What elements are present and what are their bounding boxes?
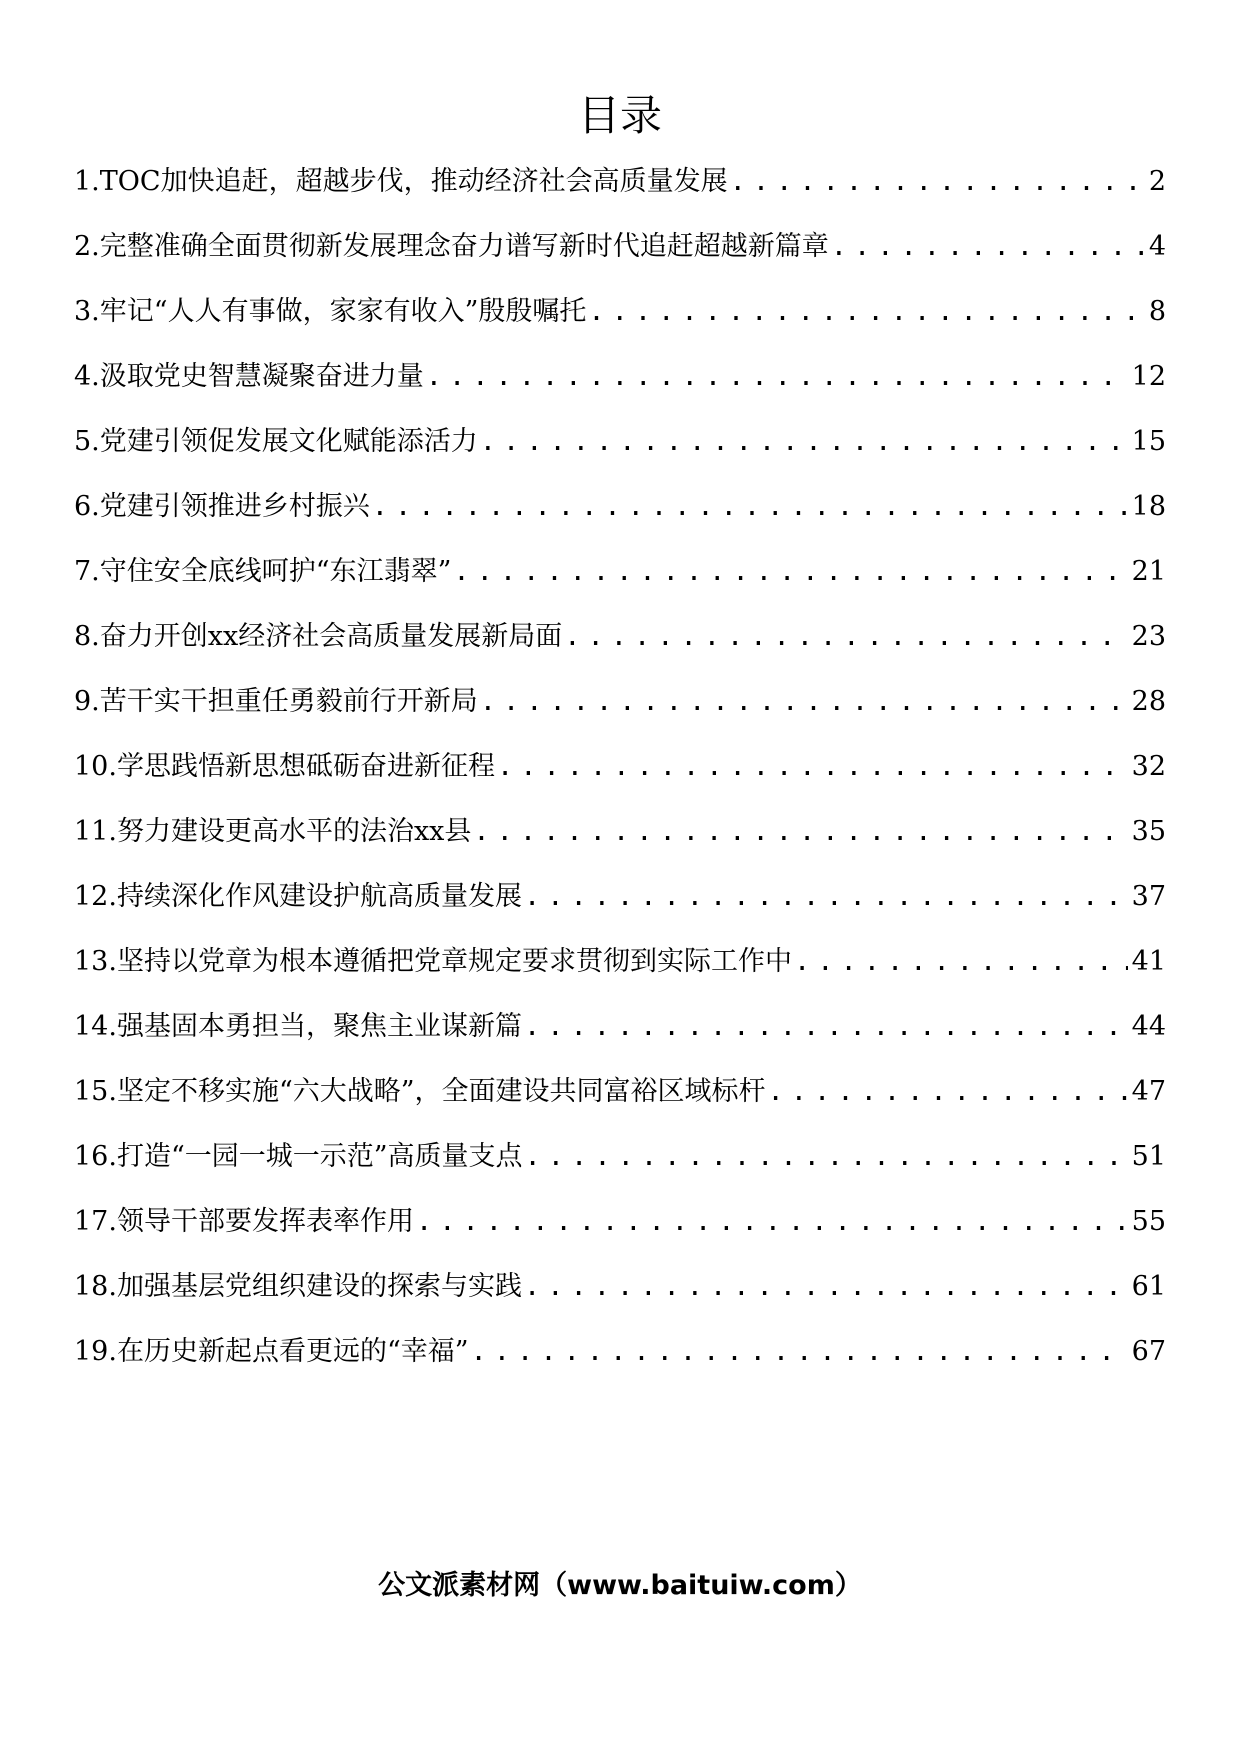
toc-entry-1[interactable] (74, 160, 1166, 225)
toc-page-number: 44 (1131, 1011, 1166, 1042)
toc-page-number: 61 (1131, 1271, 1166, 1302)
toc-entry-19[interactable] (74, 1330, 1166, 1395)
toc-entry-title: 16.打造“一园一城一示范”高质量支点 (74, 1141, 523, 1172)
toc-page-number: 18 (1131, 491, 1166, 522)
toc-entry-title: 15.坚定不移实施“六大战略”，全面建设共同富裕区域标杆 (74, 1076, 766, 1107)
toc-page-number: 15 (1131, 426, 1166, 457)
toc-entry-7[interactable] (74, 550, 1166, 615)
toc-entry-title: 18.加强基层党组织建设的探索与实践 (74, 1271, 522, 1302)
toc-entry-5[interactable] (74, 420, 1166, 485)
toc-entry-title: 10.学思践悟新思想砥砺奋进新征程 (74, 751, 495, 782)
toc-entry-title: 5.党建引领促发展文化赋能添活力 (74, 426, 478, 457)
dot-leader (372, 485, 1128, 529)
toc-entry-14[interactable] (74, 1005, 1166, 1070)
toc-entry-title: 14.强基固本勇担当，聚焦主业谋新篇 (74, 1011, 522, 1042)
toc-page-number: 51 (1131, 1141, 1166, 1172)
dot-leader (480, 420, 1128, 464)
toc-entry-18[interactable] (74, 1265, 1166, 1330)
toc-entry-4[interactable] (74, 355, 1166, 420)
toc-entry-17[interactable] (74, 1200, 1166, 1265)
dot-leader (831, 225, 1145, 269)
toc-entry-title: 19.在历史新起点看更远的“幸福” (74, 1336, 469, 1367)
toc-page-number: 4 (1148, 231, 1166, 262)
toc-entry-title: 1.TOC加快追赶，超越步伐，推动经济社会高质量发展 (74, 166, 728, 197)
toc-page-number: 8 (1148, 296, 1166, 327)
toc-entry-11[interactable] (74, 810, 1166, 875)
toc-entry-6[interactable] (74, 485, 1166, 550)
toc-entry-15[interactable] (74, 1070, 1166, 1135)
dot-leader (588, 290, 1144, 334)
table-of-contents (74, 160, 1166, 1395)
footer-source-text: 公文派素材网（www.baituiw.com） (378, 1570, 862, 1601)
dot-leader (426, 355, 1128, 399)
toc-entry-title: 9.苦干实干担重任勇毅前行开新局 (74, 686, 478, 717)
dot-leader (453, 550, 1127, 594)
toc-page-number: 47 (1131, 1076, 1166, 1107)
toc-entry-9[interactable] (74, 680, 1166, 745)
toc-entry-10[interactable] (74, 745, 1166, 810)
dot-leader (525, 1135, 1128, 1179)
dot-leader (794, 940, 1128, 984)
toc-entry-12[interactable] (74, 875, 1166, 940)
toc-entry-title: 12.持续深化作风建设护航高质量发展 (74, 881, 522, 912)
dot-leader (480, 680, 1128, 724)
toc-entry-16[interactable] (74, 1135, 1166, 1200)
toc-entry-13[interactable] (74, 940, 1166, 1005)
toc-entry-2[interactable] (74, 225, 1166, 290)
dot-leader (471, 1330, 1128, 1374)
dot-leader (524, 1265, 1128, 1309)
page-title: 目录 (577, 91, 662, 140)
dot-leader (564, 615, 1127, 659)
toc-page-number: 35 (1131, 816, 1166, 847)
toc-page-number: 2 (1148, 166, 1166, 197)
toc-page-number: 23 (1131, 621, 1166, 652)
toc-entry-8[interactable] (74, 615, 1166, 680)
toc-page-number: 28 (1131, 686, 1166, 717)
dot-leader (524, 1005, 1128, 1049)
dot-leader (524, 875, 1128, 919)
toc-entry-3[interactable] (74, 290, 1166, 355)
toc-entry-title: 3.牢记“人人有事做，家家有收入”殷殷嘱托 (74, 296, 587, 327)
toc-page-number: 67 (1131, 1336, 1166, 1367)
dot-leader (730, 160, 1145, 204)
dot-leader (768, 1070, 1128, 1114)
toc-entry-title: 7.守住安全底线呵护“东江翡翠” (74, 556, 452, 587)
toc-entry-title: 6.党建引领推进乡村振兴 (74, 491, 370, 522)
toc-entry-title: 11.努力建设更高水平的法治xx县 (74, 816, 472, 847)
dot-leader (473, 810, 1127, 854)
toc-page-number: 55 (1131, 1206, 1166, 1237)
toc-page-number: 41 (1131, 946, 1166, 977)
toc-entry-title: 8.奋力开创xx经济社会高质量发展新局面 (74, 621, 563, 652)
dot-leader (497, 745, 1128, 789)
toc-page-number: 37 (1131, 881, 1166, 912)
toc-page-number: 12 (1131, 361, 1166, 392)
toc-page-number: 21 (1131, 556, 1166, 587)
toc-entry-title: 2.完整准确全面贯彻新发展理念奋力谱写新时代追赶超越新篇章 (74, 231, 829, 262)
toc-entry-title: 17.领导干部要发挥表率作用 (74, 1206, 414, 1237)
toc-entry-title: 4.汲取党史智慧凝聚奋进力量 (74, 361, 424, 392)
dot-leader (416, 1200, 1128, 1244)
toc-page-number: 32 (1131, 751, 1166, 782)
toc-entry-title: 13.坚持以党章为根本遵循把党章规定要求贯彻到实际工作中 (74, 946, 792, 977)
